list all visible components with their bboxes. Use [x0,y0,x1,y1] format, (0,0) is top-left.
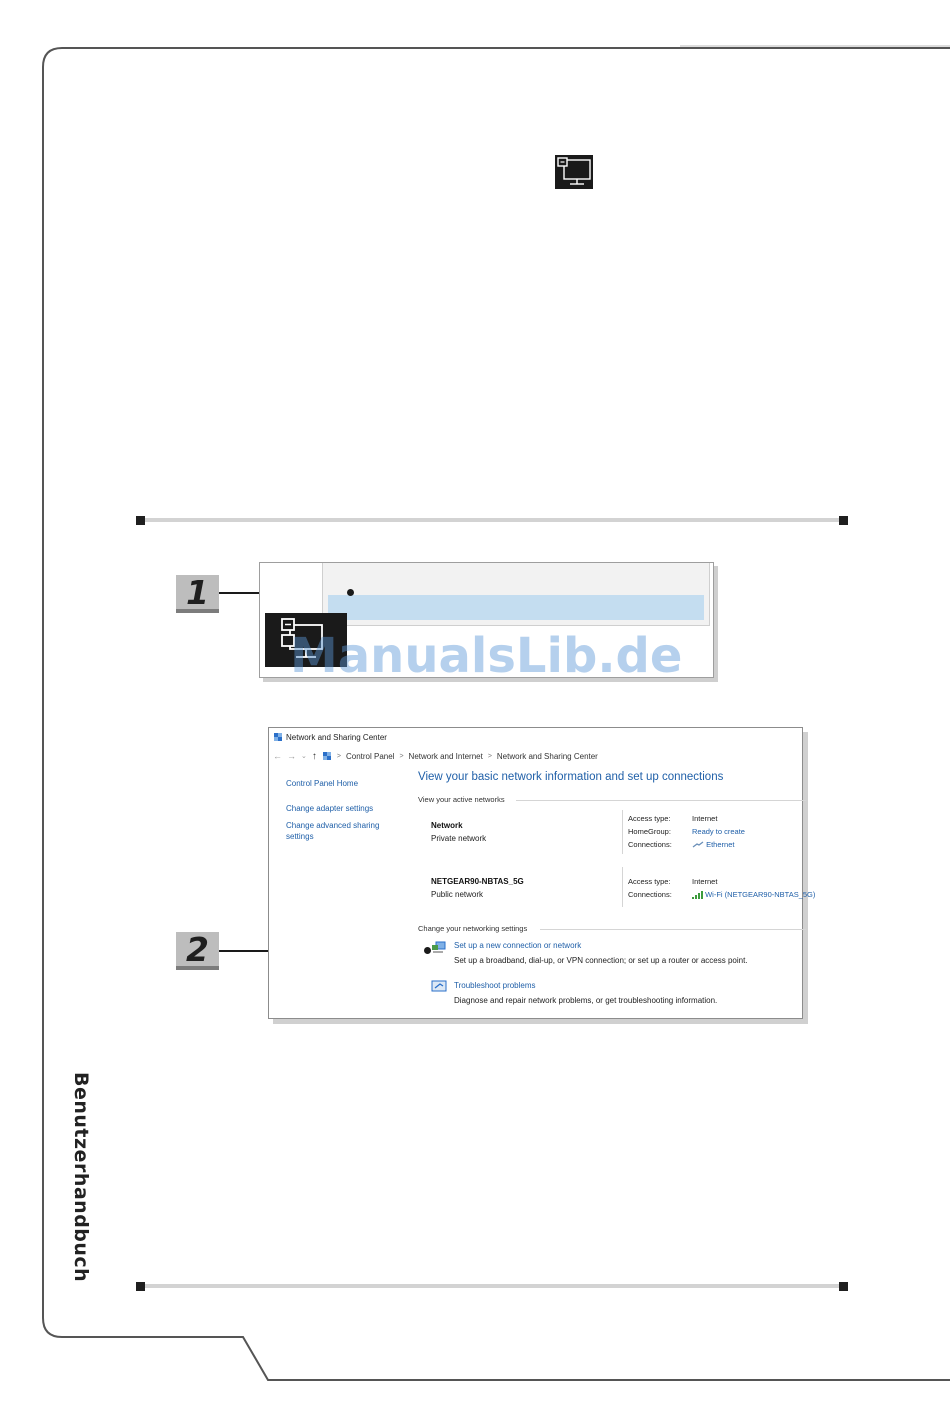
access-type-label: Access type: [628,877,671,886]
step-badge-1: 1 [176,575,219,613]
section-divider [540,929,806,930]
breadcrumb-network-internet[interactable]: Network and Internet [408,751,483,761]
step-1-leader-dot [347,589,354,596]
forward-arrow-icon[interactable]: → [287,751,296,761]
rule-end-marker [839,1282,848,1291]
wifi-connection-text: Wi-Fi (NETGEAR90-NBTAS_5G) [705,890,816,899]
up-arrow-icon[interactable]: ↑ [311,750,317,762]
section-rule [140,518,845,522]
homegroup-link[interactable]: Ready to create [692,827,745,836]
access-type-value: Internet [692,814,718,823]
breadcrumb-network-sharing-center[interactable]: Network and Sharing Center [496,751,598,761]
rule-end-marker [136,1282,145,1291]
rule-end-marker [839,516,848,525]
troubleshoot-link[interactable]: Troubleshoot problems [454,981,536,990]
change-settings-label: Change your networking settings [418,924,528,933]
ethernet-connection-link[interactable] [692,840,734,849]
access-type-value: Internet [692,877,718,886]
control-panel-icon [322,751,332,761]
network-name: Network [431,821,463,830]
network-divider [622,810,623,854]
recent-dropdown-icon[interactable]: ⌄ [301,753,307,760]
homegroup-label: HomeGroup: [628,827,671,836]
breadcrumb-control-panel[interactable]: Control Panel [345,751,395,761]
wifi-signal-icon [692,891,703,899]
section-rule [140,1284,845,1288]
access-type-label: Access type: [628,814,671,823]
network-center-icon [273,732,283,742]
step-badge-2: 2 [176,932,219,970]
side-label: Benutzerhandbuch [70,1072,92,1283]
sidebar-control-panel-home[interactable]: Control Panel Home [286,779,359,788]
network-icon [555,155,593,189]
step-2-leader-dot [424,947,431,954]
troubleshoot-desc: Diagnose and repair network problems, or get troubleshooting information. [454,996,718,1005]
watermark: ManualsLib.de [290,628,683,684]
context-menu [322,563,710,626]
setup-connection-desc: Set up a broadband, dial-up, or VPN connection; or set up a router or access point. [454,956,748,965]
network-name: NETGEAR90-NBTAS_5G [431,877,524,886]
highlighted-menu-item[interactable] [328,595,704,620]
active-networks-label: View your active networks [418,795,505,804]
ethernet-connection-text: Ethernet [706,840,735,849]
setup-connection-link[interactable]: Set up a new connection or network [454,941,582,950]
back-arrow-icon[interactable]: ← [273,751,282,761]
section-divider [516,800,806,801]
connections-label: Connections: [628,890,672,899]
page-title: View your basic network information and set up connections [418,771,724,783]
new-connection-icon [431,940,447,953]
network-type: Public network [431,890,484,899]
network-type: Private network [431,834,487,843]
sidebar-change-adapter-settings[interactable]: Change adapter settings [286,804,374,813]
address-bar[interactable] [273,750,598,762]
network-sharing-center-window [268,727,816,1019]
breadcrumb-separator-icon: > [336,752,341,760]
window-title-bar [273,731,387,743]
window-title: Network and Sharing Center [286,732,387,742]
breadcrumb-separator-icon: > [487,752,492,760]
network-divider [622,867,623,907]
wifi-connection-link[interactable] [692,890,815,899]
rule-end-marker [136,516,145,525]
ethernet-icon [692,841,704,849]
connections-label: Connections: [628,840,672,849]
sidebar-change-advanced-sharing-cont[interactable]: settings [286,832,314,841]
sidebar-change-advanced-sharing[interactable]: Change advanced sharing [286,821,380,830]
troubleshoot-icon [431,980,447,993]
breadcrumb-separator-icon: > [399,752,404,760]
